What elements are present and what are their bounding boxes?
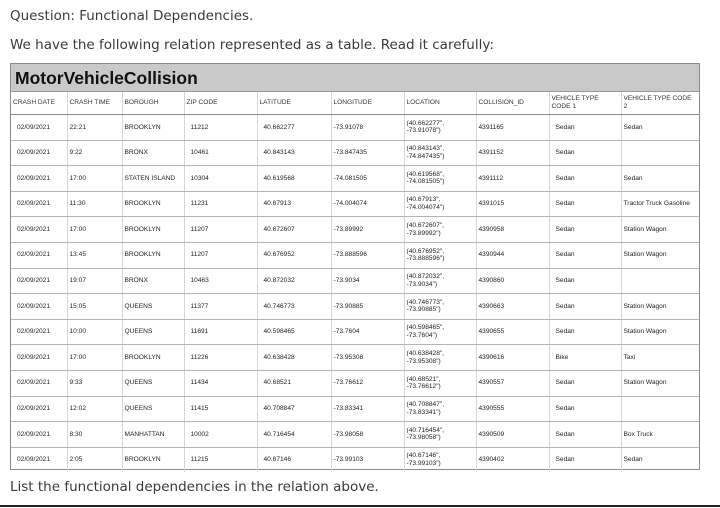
table-cell: 40.672607	[257, 217, 331, 243]
table-cell: (40.68521", -73.76612")	[404, 370, 476, 396]
table-cell: Sedan	[549, 370, 621, 396]
table-cell: 40.843143	[257, 140, 331, 166]
table-cell: 02/09/2021	[11, 166, 67, 192]
table-cell: Station Wagon	[621, 217, 699, 243]
table-cell: (40.662277", -73.91078")	[404, 115, 476, 141]
table-cell: 4390616	[476, 345, 549, 371]
table-cell: -73.83341	[331, 396, 404, 422]
table-cell: Sedan	[549, 294, 621, 320]
table-cell: -73.76612	[331, 370, 404, 396]
table-cell: 40.67146	[257, 447, 331, 472]
table-row	[11, 268, 699, 294]
table-cell: (40.708847", -73.83341")	[404, 396, 476, 422]
table-cell: (40.872032", -73.9034")	[404, 268, 476, 294]
table-cell: 40.746773	[257, 294, 331, 320]
table-cell: 02/09/2021	[11, 422, 67, 448]
column-header: LONGITUDE	[331, 92, 404, 115]
table-cell: BROOKLYN	[122, 345, 184, 371]
table-header-row	[11, 92, 699, 115]
table-cell: 11207	[184, 217, 257, 243]
table-cell: 11415	[184, 396, 257, 422]
table-cell: -73.89992	[331, 217, 404, 243]
table-cell: 4390509	[476, 422, 549, 448]
table-cell: 02/09/2021	[11, 396, 67, 422]
table-cell: (40.843143", -74.847435")	[404, 140, 476, 166]
table-cell: QUEENS	[122, 319, 184, 345]
table-cell: (40.672607", -73.89992")	[404, 217, 476, 243]
table-cell: 11231	[184, 191, 257, 217]
table-cell: Station Wagon	[621, 294, 699, 320]
table-cell: Box Truck	[621, 422, 699, 448]
table-cell: 02/09/2021	[11, 115, 67, 141]
table-cell: 15:05	[67, 294, 122, 320]
table-cell: Sedan	[621, 166, 699, 192]
table-cell: -73.90885	[331, 294, 404, 320]
table-cell: Tractor Truck Gasoline	[621, 191, 699, 217]
table-cell: 40.872032	[257, 268, 331, 294]
column-header: VEHICLE TYPE CODE 2	[621, 92, 699, 115]
table-cell: 40.676952	[257, 242, 331, 268]
table-cell: 17:00	[67, 166, 122, 192]
table-cell: (40.67913", -74.004074")	[404, 191, 476, 217]
table-cell	[621, 268, 699, 294]
table-cell: 10461	[184, 140, 257, 166]
table-cell: 02/09/2021	[11, 217, 67, 243]
table-cell: -74.081505	[331, 166, 404, 192]
collision-table	[11, 92, 699, 472]
table-cell: (40.638428", -73.95308")	[404, 345, 476, 371]
table-cell: Sedan	[549, 140, 621, 166]
table-cell: (40.716454", -73.98058")	[404, 422, 476, 448]
table-cell: BROOKLYN	[122, 447, 184, 472]
table-cell: 19:07	[67, 268, 122, 294]
table-cell: Sedan	[623, 456, 643, 464]
table-cell: 22:21	[67, 115, 122, 141]
table-cell: 40.67913	[257, 191, 331, 217]
table-cell: Bike	[549, 345, 621, 371]
table-cell: 02/09/2021	[11, 294, 67, 320]
table-cell: Sedan	[549, 319, 621, 345]
table-cell: 9:22	[67, 140, 122, 166]
table-row	[11, 166, 699, 192]
table-cell: Sedan	[621, 115, 699, 141]
table-cell: 40.619568	[257, 166, 331, 192]
table-row	[11, 294, 699, 320]
table-cell: MANHATTAN	[122, 422, 184, 448]
table-row	[11, 396, 699, 422]
table-cell: (40.676952", -73.888596")	[404, 242, 476, 268]
table-cell: 40.598465	[257, 319, 331, 345]
table-cell: 11:30	[67, 191, 122, 217]
column-header: COLLISION_ID	[476, 92, 549, 115]
table-cell: 40.708847	[257, 396, 331, 422]
table-cell: 02/09/2021	[11, 319, 67, 345]
column-header: LOCATION	[404, 92, 476, 115]
table-cell: 10:00	[67, 319, 122, 345]
table-row	[11, 422, 699, 448]
table-cell: -73.7604	[331, 319, 404, 345]
table-cell: 8:30	[67, 422, 122, 448]
table-row	[11, 447, 699, 472]
table-cell: 4391015	[476, 191, 549, 217]
table-cell: 11215	[184, 447, 257, 472]
table-cell: -73.847435	[331, 140, 404, 166]
table-cell: 10002	[184, 422, 257, 448]
table-cell: 11226	[184, 345, 257, 371]
column-header: ZIP CODE	[184, 92, 257, 115]
table-cell: QUEENS	[122, 294, 184, 320]
table-cell: Station Wagon	[621, 370, 699, 396]
table-cell: 11207	[184, 242, 257, 268]
table-row	[11, 191, 699, 217]
table-cell: 40.662277	[257, 115, 331, 141]
table-row	[11, 345, 699, 371]
table-row	[11, 370, 699, 396]
table-cell: (40.67146", -73.99103")	[404, 447, 476, 472]
table-cell: 4390655	[476, 319, 549, 345]
table-cell: 4390860	[476, 268, 549, 294]
table-cell: 4390555	[476, 396, 549, 422]
table-figure	[10, 63, 700, 470]
table-cell: Station Wagon	[621, 242, 699, 268]
table-row	[11, 319, 699, 345]
table-cell: -73.95308	[331, 345, 404, 371]
table-cell: BRONX	[122, 140, 184, 166]
table-cell: -73.9034	[331, 268, 404, 294]
table-cell: Taxi	[621, 345, 699, 371]
table-cell: Sedan	[549, 115, 621, 141]
table-cell: 10463	[184, 268, 257, 294]
table-cell: -73.888596	[331, 242, 404, 268]
table-cell: Sedan	[549, 422, 621, 448]
column-header: BOROUGH	[122, 92, 184, 115]
table-cell: BRONX	[122, 268, 184, 294]
table-cell: -74.004074	[331, 191, 404, 217]
table-cell: 9:33	[67, 370, 122, 396]
table-cell: 02/09/2021	[11, 191, 67, 217]
table-cell: 4391165	[476, 115, 549, 141]
table-cell: BROOKLYN	[122, 217, 184, 243]
table-row	[11, 242, 699, 268]
table-cell: 13:45	[67, 242, 122, 268]
table-cell: BROOKLYN	[122, 191, 184, 217]
table-cell: -73.91078	[331, 115, 404, 141]
table-cell: 12:02	[67, 396, 122, 422]
column-header: CRASH TIME	[67, 92, 122, 115]
column-header: CRASH DATE	[11, 92, 67, 115]
table-cell: Sedan	[549, 217, 621, 243]
table-cell: Station Wagon	[621, 319, 699, 345]
table-cell: 02/09/2021	[11, 447, 67, 472]
table-body	[11, 115, 699, 473]
bottom-divider	[0, 505, 720, 507]
table-cell: Sedan	[549, 242, 621, 268]
table-cell: 02/09/2021	[11, 370, 67, 396]
table-cell: 02/09/2021	[11, 268, 67, 294]
table-cell: QUEENS	[122, 396, 184, 422]
table-cell: 40.638428	[257, 345, 331, 371]
table-cell: (40.619568", -74.081505")	[404, 166, 476, 192]
table-cell: 11377	[184, 294, 257, 320]
table-cell: 17:00	[67, 345, 122, 371]
table-cell: 10304	[184, 166, 257, 192]
table-cell: (40.598465", -73.7604")	[404, 319, 476, 345]
table-cell: Sedan	[549, 166, 621, 192]
table-cell: Sedan	[549, 191, 621, 217]
column-header: LATITUDE	[257, 92, 331, 115]
table-cell: Sedan	[549, 447, 621, 472]
question-title: Question: Functional Dependencies.	[10, 8, 254, 24]
table-cell: BROOKLYN	[122, 115, 184, 141]
table-cell: 02/09/2021	[11, 345, 67, 371]
table-cell: 4390557	[476, 370, 549, 396]
table-cell	[621, 396, 699, 422]
table-cell	[621, 140, 699, 166]
table-cell: 17:00	[67, 217, 122, 243]
table-cell: 4390958	[476, 217, 549, 243]
table-cell: BROOKLYN	[122, 242, 184, 268]
table-cell: 11212	[184, 115, 257, 141]
table-cell: 02/09/2021	[11, 242, 67, 268]
table-cell: (40.746773", -73.90885")	[404, 294, 476, 320]
table-cell: -73.99103	[331, 447, 404, 472]
table-title: MotorVehicleCollision	[11, 64, 699, 92]
table-cell: 11691	[184, 319, 257, 345]
table-cell: 4391152	[476, 140, 549, 166]
table-cell: 40.716454	[257, 422, 331, 448]
column-header: VEHICLE TYPE CODE 1	[549, 92, 621, 115]
question-prompt: List the functional dependencies in the relation above.	[10, 479, 379, 495]
table-cell: 4390402	[476, 447, 549, 472]
table-cell: Sedan	[549, 268, 621, 294]
table-cell: -73.98058	[331, 422, 404, 448]
table-cell: 02/09/2021	[11, 140, 67, 166]
table-row	[11, 115, 699, 141]
table-cell: 11434	[184, 370, 257, 396]
table-row	[11, 140, 699, 166]
table-cell: 2:05	[67, 447, 122, 472]
table-cell: 4390663	[476, 294, 549, 320]
table-cell: Sedan	[549, 396, 621, 422]
table-cell: 4391112	[476, 166, 549, 192]
table-cell: 40.68521	[257, 370, 331, 396]
table-cell: STATEN ISLAND	[122, 166, 184, 192]
table-cell: 4390944	[476, 242, 549, 268]
table-row	[11, 217, 699, 243]
question-intro: We have the following relation represented as a table. Read it carefully:	[10, 37, 494, 53]
table-cell: QUEENS	[122, 370, 184, 396]
